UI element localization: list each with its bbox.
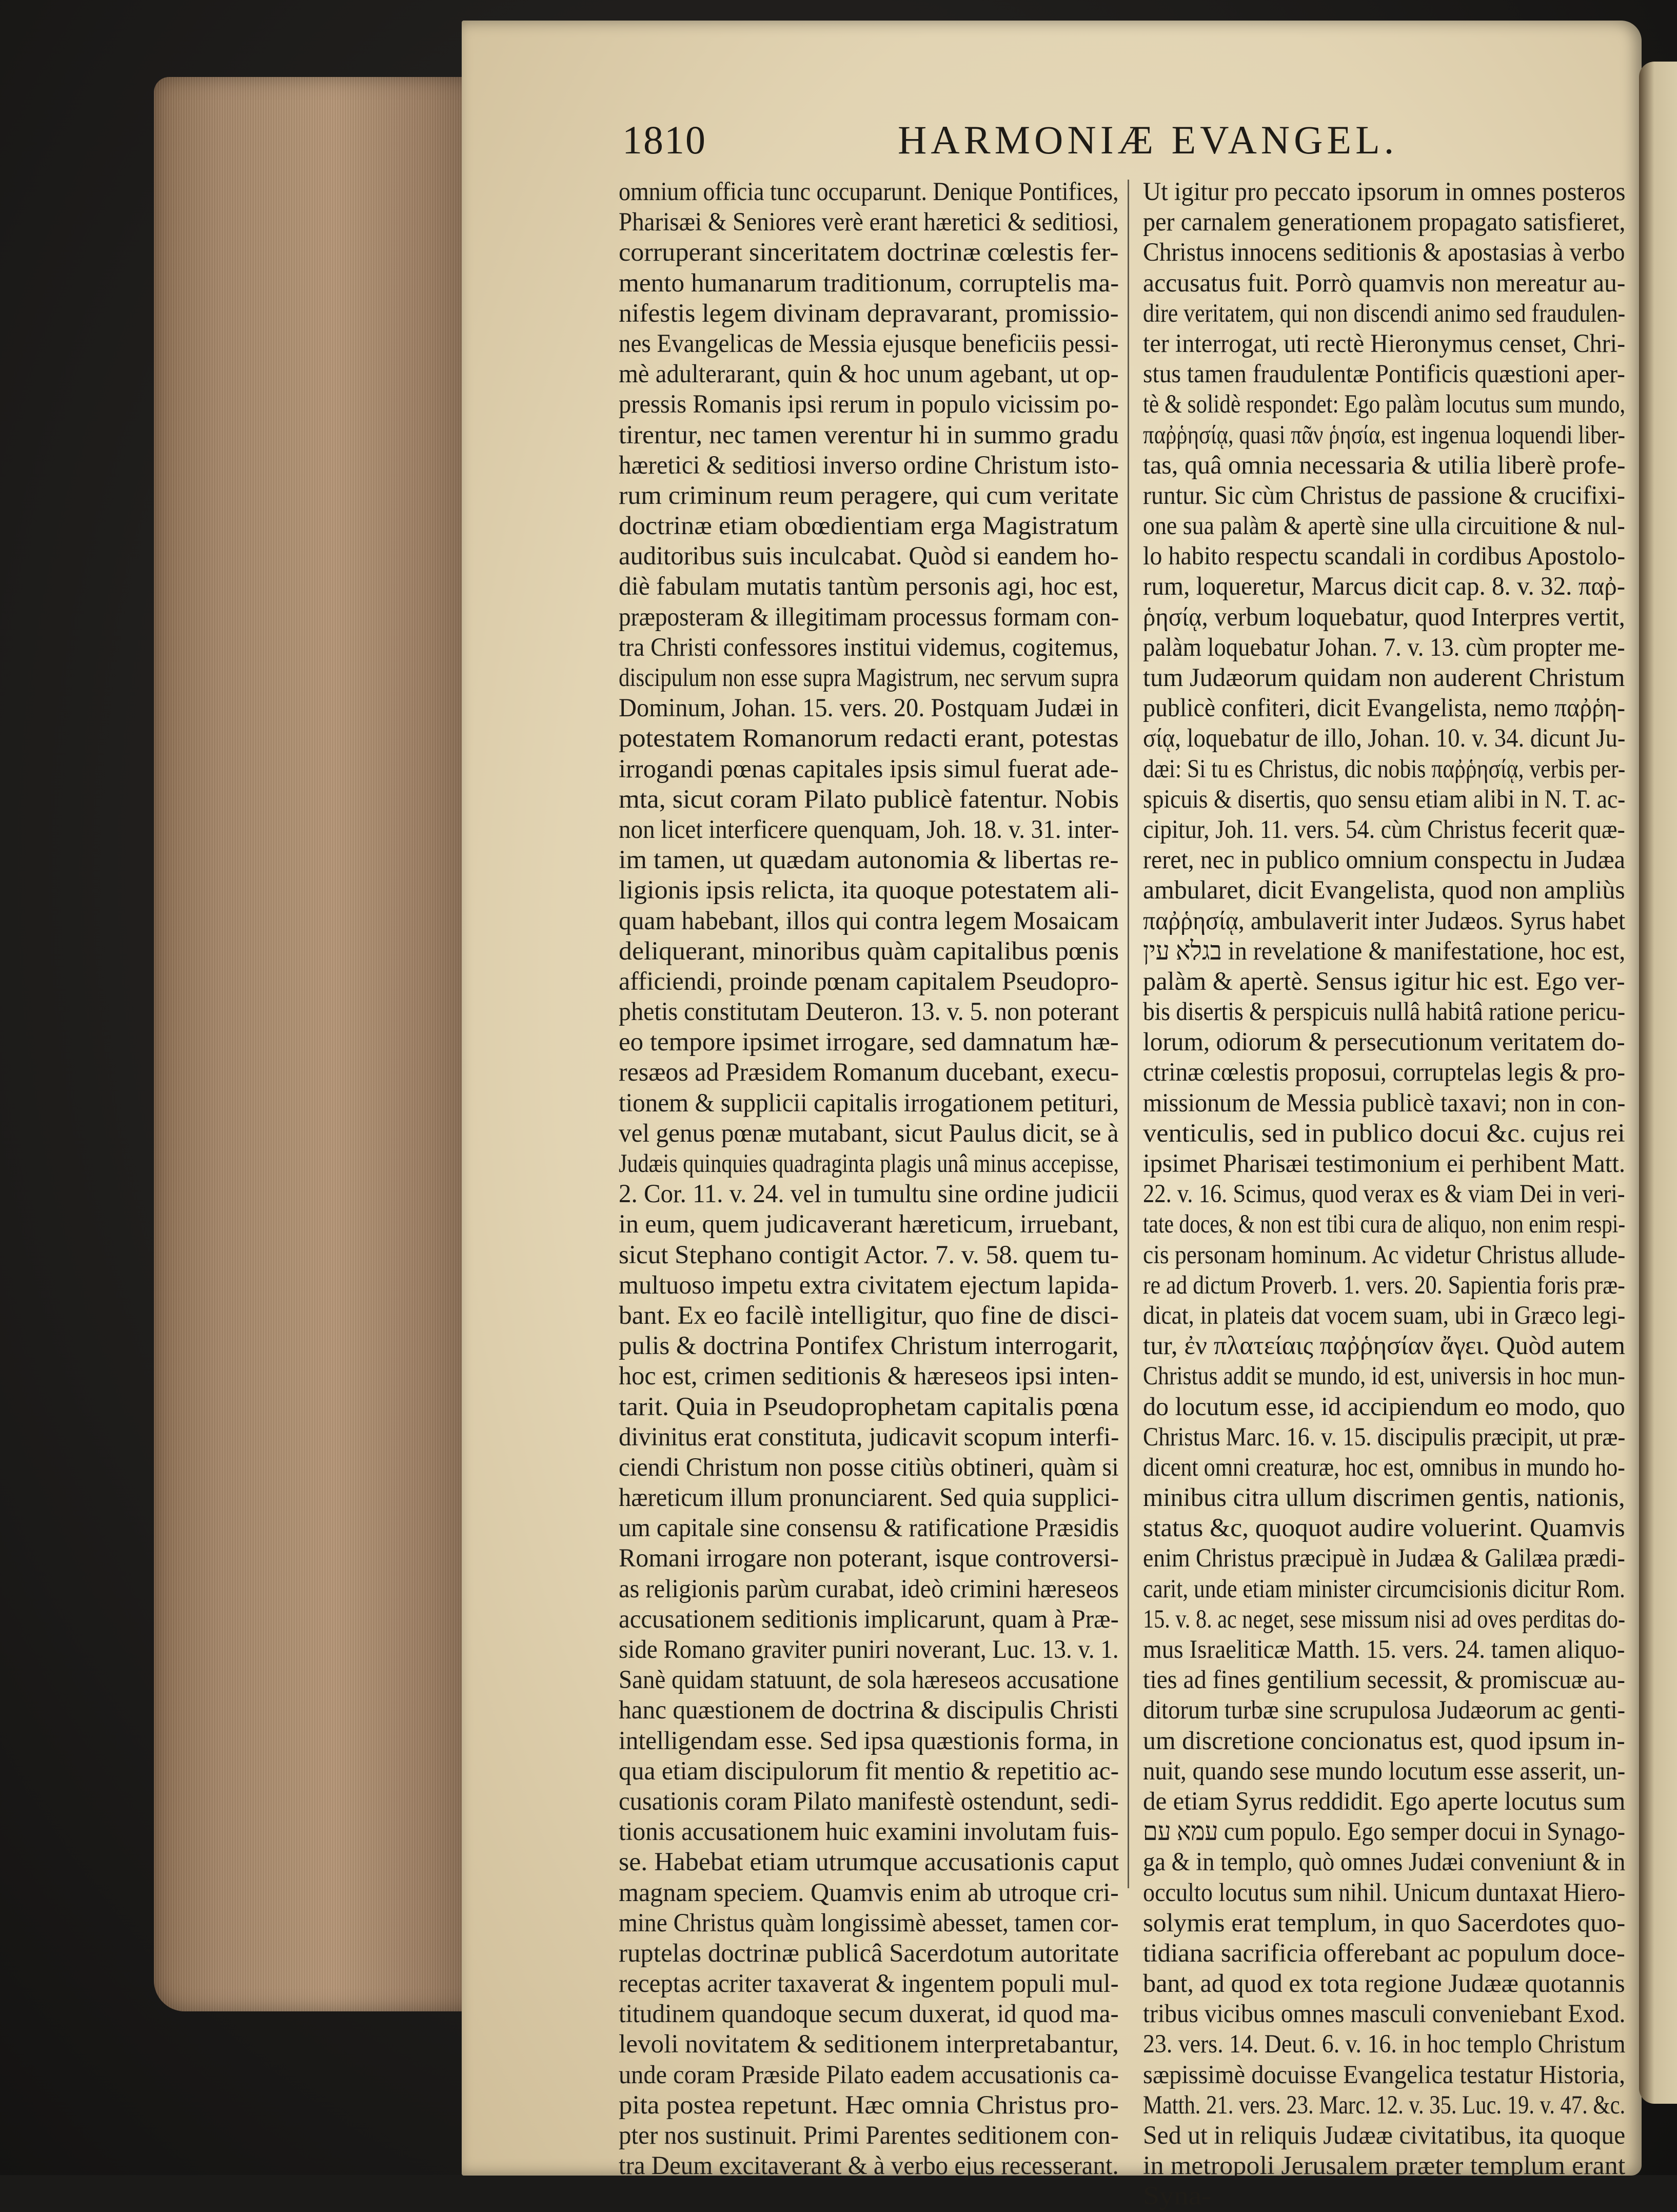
text-line: pter nos sustinuit. Primi Parentes seditionem con- [619, 2121, 1119, 2150]
text-line: re ad dictum Proverb. 1. vers. 20. Sapientia foris præ- [1143, 1270, 1625, 1300]
text-line: side Romano graviter puniri noverant, Luc. 13. v. 1. [619, 1635, 1119, 1664]
text-line: hoc est, crimen seditionis & hæreseos ipsi inten- [619, 1362, 1119, 1391]
text-line: dicat, in plateis dat vocem suam, ubi in Græco legi- [1143, 1301, 1626, 1330]
text-line: doctrinæ etiam obœdientiam erga Magistratum [619, 512, 1119, 541]
text-line: nes Evangelicas de Messia ejusque beneficiis pessi- [619, 329, 1119, 358]
text-line: Romani irrogare non poterant, isque controversi- [619, 1544, 1119, 1573]
text-line: diè fabulam mutatis tantùm personis agi, hoc est, [619, 572, 1119, 601]
text-line: ga & in templo, quò omnes Judæi conveniunt & in [1143, 1848, 1626, 1877]
text-line: pulis & doctrina Pontifex Christum interrogarit, [619, 1332, 1119, 1361]
text-line: cis personam hominum. Ac videtur Christus allude- [1143, 1240, 1626, 1269]
text-line: quam habebant, illos qui contra legem Mosaicam [619, 906, 1119, 935]
text-line: dæi: Si tu es Christus, dic nobis παῤῥησίᾳ, verbis per- [1143, 754, 1626, 784]
text-line: accusationem seditionis implicarunt, quam à Præ- [619, 1604, 1119, 1634]
text-line: afficiendi, proinde pœnam capitalem Pseudopro- [619, 967, 1119, 996]
text-line: divinitus erat constituta, judicavit scopum interfi- [619, 1422, 1119, 1452]
text-line: lorum, odiorum & persecutionum veritatem do- [1143, 1028, 1625, 1057]
text-line: auditoribus suis inculcabat. Quòd si eandem ho- [619, 542, 1119, 571]
text-line: σίᾳ, loquebatur de illo, Johan. 10. v. 34. dicunt Ju- [1143, 724, 1626, 753]
text-line: παῤῥησίᾳ, quasi πᾶν ῥησία, est ingenua loquendi liber- [1143, 420, 1625, 449]
text-line: rum criminum reum peragere, qui cum veritate [619, 481, 1119, 510]
text-line: 15. v. 8. ac neget, sese missum nisi ad oves perditas do- [1143, 1604, 1626, 1634]
text-line: tur, ἐν πλατείαις παῤῥησίαν ἄγει. Quòd autem [1143, 1332, 1626, 1361]
text-line: בגלא עין in revelatione & manifestatione, hoc est, [1143, 936, 1626, 966]
text-line: ambularet, dicit Evangelista, quod non ampliùs [1143, 876, 1625, 905]
text-line: Matth. 21. vers. 23. Marc. 12. v. 35. Luc. 19. v. 47. &c. [1143, 2090, 1626, 2120]
book-fore-edge [154, 77, 482, 2011]
text-line: 23. vers. 14. Deut. 6. v. 16. in hoc templo Christum [1143, 2030, 1626, 2059]
text-line: eo tempore ipsimet irrogare, sed damnatum hæ- [619, 1028, 1119, 1057]
text-line: mè adulterarant, quin & hoc unum agebant, ut op- [619, 360, 1119, 389]
text-line: palàm loquebatur Johan. 7. v. 13. cùm propter me- [1143, 633, 1625, 662]
text-line: tas, quâ omnia necessaria & utilia liberè profe- [1143, 451, 1626, 480]
text-column-left [619, 177, 1121, 2181]
text-line: venticulis, sed in publico docui &c. cujus rei [1143, 1119, 1625, 1148]
text-line: cusationis coram Pilato manifestè ostendunt, sedi- [619, 1787, 1119, 1816]
text-line: bant, ad quod ex tota regione Judææ quotannis [1143, 1969, 1625, 1999]
text-line: non licet interficere quenquam, Joh. 18. v. 31. inter- [619, 815, 1119, 844]
text-line: παῤῥησίᾳ, ambulaverit inter Judæos. Syrus habet [1143, 906, 1626, 935]
text-line: hæretici & seditiosi inverso ordine Christum isto- [619, 451, 1119, 480]
text-line: potestatem Romanorum redacti erant, potestas [619, 724, 1119, 753]
text-line: tidiana sacrificia offerebant ac populum doce- [1143, 1939, 1625, 1968]
text-line: ciendi Christum non posse citiùs obtineri, quàm si [619, 1453, 1119, 1482]
text-line: irrogandi pœnas capitales ipsis simul fuerat ade- [619, 754, 1119, 784]
text-line: tarit. Quia in Pseudoprophetam capitalis pœna [619, 1392, 1119, 1421]
text-line: hanc quæstionem de doctrina & discipulis Christi [619, 1696, 1119, 1725]
text-line: ties ad fines gentilium secessit, & promiscuæ au- [1143, 1666, 1625, 1695]
text-line: Dominum, Johan. 15. vers. 20. Postquam Judæi in [619, 694, 1119, 723]
text-line: tra Christi confessores institui videmus, cogitemus, [619, 633, 1119, 662]
text-line: ruptelas doctrinæ publicâ Sacerdotum autoritate [619, 1939, 1119, 1968]
text-line: levoli novitatem & seditionem interpretabantur, [619, 2030, 1119, 2059]
text-line: omnium officia tunc occuparunt. Denique Pontifices, [619, 178, 1119, 206]
text-line: mta, sicut coram Pilato publicè fatentur. Nobis [619, 785, 1119, 814]
text-line: minibus citra ullum discrimen gentis, nationis, [1143, 1483, 1625, 1513]
text-column-right [1143, 177, 1628, 2212]
text-line: tribus vicibus omnes masculi conveniebant Exod. [1143, 2000, 1626, 2029]
text-line: bis disertis & perspicuis nullâ habitâ ratione pericu- [1143, 997, 1626, 1027]
text-line: multuoso impetu extra civitatem ejectum lapida- [619, 1270, 1119, 1300]
text-line: tè & solidè respondet: Ego palàm locutus sum mundo, [1143, 390, 1626, 419]
text-line: Christus Marc. 16. v. 15. discipulis præcipit, ut præ- [1143, 1422, 1626, 1452]
text-line: se. Habebat etiam utrumque accusationis caput [619, 1848, 1119, 1877]
text-line: im tamen, ut quædam autonomia & libertas re- [619, 846, 1119, 875]
text-line: discipulum non esse supra Magistrum, nec servum supra [619, 663, 1119, 692]
text-line: Judæis quinquies quadraginta plagis unâ minus accepisse, [619, 1149, 1119, 1178]
text-line: Sanè quidam statuunt, de sola hæreseos accusatione [619, 1666, 1119, 1695]
text-line: præposteram & illegitimam processus formam con- [619, 602, 1119, 632]
text-line: carit, unde etiam minister circumcisionis dicitur Rom. [1143, 1574, 1625, 1603]
text-line: de etiam Syrus reddidit. Ego aperte locutus sum [1143, 1787, 1626, 1816]
text-line: tra Deum excitaverant & à verbo ejus recesserant. [619, 2151, 1119, 2181]
text-line: nifestis legem divinam depravarant, promissio- [619, 299, 1119, 328]
text-line: ter interrogat, uti rectè Hieronymus censet, Chri- [1143, 329, 1626, 358]
text-line: pressis Romanis ipsi rerum in populo vicissim po- [619, 390, 1119, 419]
text-line: resæos ad Præsidem Romanum ducebant, execu- [619, 1058, 1119, 1087]
text-line: hæreticum illum pronunciarent. Sed quia supplici- [619, 1483, 1119, 1513]
text-line: Christus addit se mundo, id est, universis in hoc mun- [1143, 1362, 1625, 1391]
text-line: status &c, quoquot audire voluerint. Quamvis [1143, 1514, 1625, 1543]
text-line: reret, nec in publico omnium conspectu in Judæa [1143, 846, 1625, 875]
text-line: in metropoli Jerusalem præter templum erant [1143, 2151, 1626, 2181]
text-line: mento humanarum traditionum, corruptelis ma- [619, 268, 1119, 298]
text-line: tirentur, nec tamen verentur hi in summo gradu [619, 420, 1119, 449]
text-line: um discretione concionatus est, quod ipsum in- [1143, 1726, 1625, 1755]
text-line: do locutum esse, id accipiendum eo modo, quo [1143, 1392, 1625, 1421]
text-line: phetis constitutam Deuteron. 13. v. 5. non poterant [619, 997, 1119, 1027]
text-line: Syna- [1143, 2182, 1212, 2211]
text-line: um capitale sine consensu & ratificatione Præsidis [619, 1514, 1119, 1543]
text-line: qua etiam discipulorum fit mentio & repetitio ac- [619, 1756, 1119, 1786]
text-line: vel genus pœnæ mutabant, sicut Paulus dicit, se à [619, 1119, 1119, 1148]
text-line: Ut igitur pro peccato ipsorum in omnes posteros [1143, 178, 1626, 206]
text-line: ῥησίᾳ, verbum loquebatur, quod Interpres vertit, [1143, 602, 1625, 632]
text-line: runtur. Sic cùm Christus de passione & crucifixi- [1143, 481, 1626, 510]
text-line: missionum de Messia publicè taxavi; non in con- [1143, 1088, 1626, 1118]
text-line: corruperant sinceritatem doctrinæ cœlestis fer- [619, 238, 1119, 267]
text-line: solymis erat templum, in quo Sacerdotes quo- [1143, 1908, 1626, 1937]
text-line: ctrinæ cœlestis proposui, corruptelas legis & pro- [1143, 1058, 1626, 1087]
text-line: tionem & supplicii capitalis irrogationem petituri, [619, 1088, 1119, 1118]
text-line: occulto locutus sum nihil. Unicum duntaxat Hiero- [1143, 1878, 1626, 1907]
text-line: palàm & apertè. Sensus igitur hic est. Ego ver- [1143, 967, 1625, 996]
text-line: Sed ut in reliquis Judææ civitatibus, ita quoque [1143, 2121, 1626, 2150]
text-line: deliquerant, minoribus quàm capitalibus pœnis [619, 936, 1119, 966]
facing-page-edge [1639, 62, 1677, 2104]
text-line: as religionis parùm curabat, ideò crimini hæreseos [619, 1574, 1119, 1603]
text-line: nuit, quando sese mundo locutum esse asserit, un- [1143, 1756, 1626, 1786]
text-line: ditorum turbæ sine scrupulosa Judæorum ac genti- [1143, 1696, 1626, 1725]
text-line: in eum, quem judicaverant hæreticum, irruebant, [619, 1210, 1119, 1239]
text-line: 22. v. 16. Scimus, quod verax es & viam Dei in veri- [1143, 1180, 1625, 1209]
text-line: unde coram Præside Pilato eadem accusationis ca- [619, 2060, 1119, 2089]
text-line: עמא עם cum populo. Ego semper docui in Synago- [1143, 1817, 1625, 1847]
text-line: magnam speciem. Quamvis enim ab utroque cri- [619, 1878, 1119, 1907]
text-line: intelligendam esse. Sed ipsa quæstionis forma, in [619, 1726, 1119, 1755]
text-line: sæpissimè docuisse Evangelica testatur Historia, [1143, 2060, 1626, 2089]
page-number: 1810 [622, 118, 706, 162]
text-line: mine Christus quàm longissimè abesset, tamen cor- [619, 1908, 1119, 1937]
text-line: 2. Cor. 11. v. 24. vel in tumultu sine ordine judicii [619, 1180, 1119, 1209]
text-line: pita postea repetunt. Hæc omnia Christus pro- [619, 2090, 1119, 2120]
text-line: ipsimet Pharisæi testimonium ei perhibent Matt. [1143, 1149, 1626, 1178]
text-line: spicuis & disertis, quo sensu etiam alibi in N. T. ac- [1143, 785, 1626, 814]
text-line: publicè confiteri, dicit Evangelista, nemo παῤῥη- [1143, 694, 1626, 723]
text-line: cipitur, Joh. 11. vers. 54. cùm Christus fecerit quæ- [1143, 815, 1625, 844]
text-line: receptas acriter taxaverat & ingentem populi mul- [619, 1969, 1119, 1999]
text-line: bant. Ex eo facilè intelligitur, quo fine de disci- [619, 1301, 1119, 1330]
running-head: HARMONIÆ EVANGEL. [898, 118, 1398, 162]
text-line: lo habito respectu scandali in cordibus Apostolo- [1143, 542, 1626, 571]
text-line: per carnalem generationem propagato satisfieret, [1143, 208, 1626, 237]
text-line: accusatus fuit. Porrò quamvis non mereatur au- [1143, 268, 1626, 298]
text-line: enim Christus præcipuè in Judæa & Galilæa prædi- [1143, 1544, 1625, 1573]
text-line: Christus innocens seditionis & apostasias à verbo [1143, 238, 1625, 267]
text-line: stus tamen fraudulentæ Pontificis quæstioni aper- [1143, 360, 1625, 389]
text-line: titudinem quandoque secum duxerat, id quod ma- [619, 2000, 1119, 2029]
text-line: dicent omni creaturæ, hoc est, omnibus in mundo ho- [1143, 1453, 1625, 1482]
text-line: Pharisæi & Seniores verè erant hæretici & seditiosi, [619, 208, 1119, 237]
text-line: tionis accusationem huic examini involutam fuis- [619, 1817, 1119, 1847]
text-line: tate doces, & non est tibi cura de aliquo, non enim respi- [1143, 1210, 1626, 1239]
text-line: rum, loqueretur, Marcus dicit cap. 8. v. 32. παῤ- [1143, 572, 1626, 601]
text-line: one sua palàm & apertè sine ulla circuitione & nul- [1143, 512, 1625, 541]
text-line: mus Israeliticæ Matth. 15. vers. 24. tamen aliquo- [1143, 1635, 1625, 1664]
text-line: sicut Stephano contigit Actor. 7. v. 58. quem tu- [619, 1240, 1119, 1269]
text-line: tum Judæorum quidam non auderent Christum [1143, 663, 1625, 692]
text-line: dire veritatem, qui non discendi animo sed fraudulen- [1143, 299, 1626, 328]
text-line: ligionis ipsis relicta, ita quoque potestatem ali- [619, 876, 1119, 905]
